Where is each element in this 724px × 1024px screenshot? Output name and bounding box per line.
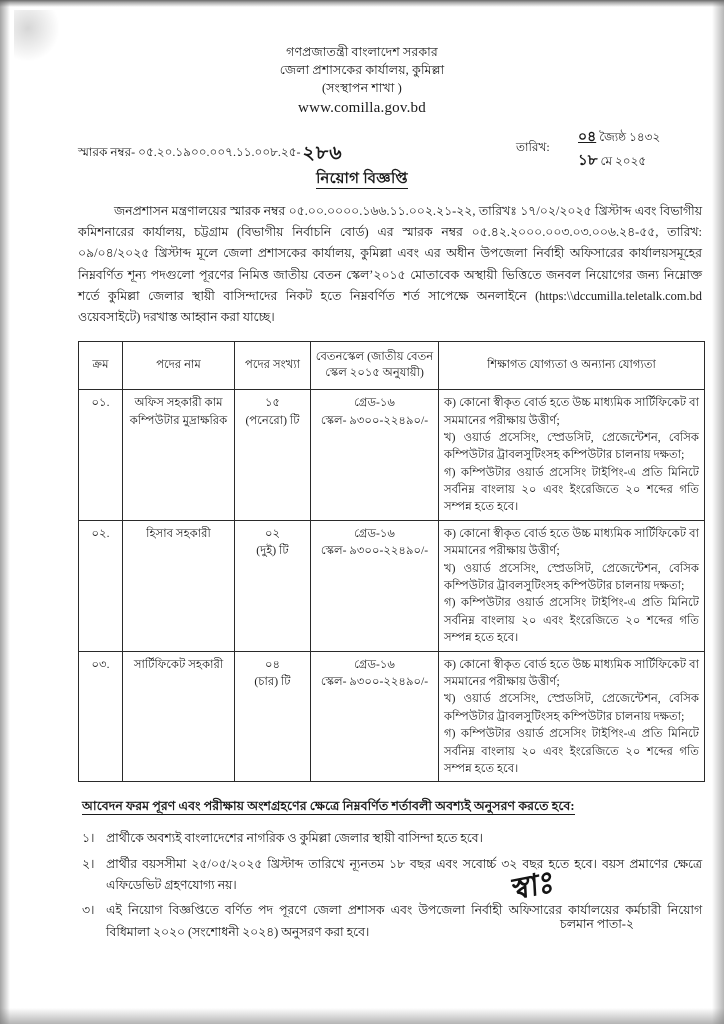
column-header-post-count: পদের সংখ্যা (235, 341, 311, 390)
conditions-heading (82, 798, 704, 818)
cell-serial: ০১. (79, 390, 123, 521)
pay-grade: গ্রেড-১৬ (354, 526, 395, 540)
table-header-row (79, 341, 705, 390)
letterhead (0, 0, 724, 120)
date-gregorian-day: ১৮ (578, 150, 598, 169)
post-count-word: (দুই) টি (256, 544, 289, 558)
cell-post-count (235, 520, 311, 651)
pay-grade: গ্রেড-১৬ (354, 657, 395, 671)
memo-number-label: স্মারক নম্বর- ০৫.২০.১৯০০.০০৭.১১.০০৮.২৫- (78, 144, 301, 159)
memo-date-row (0, 128, 724, 169)
condition-text: প্রার্থীর বয়সসীমা ২৫/০৫/২০২৫ খ্রিস্টাব্দ তারিখে ন্যূনতম ১৮ বছর এবং সবোর্চ্চ ৩২ বছর হতে হবে। বয়স প্রমাণের ক্ষেত্রে এফিডেভিট গ্রহণযোগ্য নয়। (106, 856, 702, 893)
qualification-item-a: ক) কোনো স্বীকৃত বোর্ড হতে উচ্চ মাধ্যমিক সার্টিফিকেট বা সমমানের পরীক্ষায় উত্তীর্ণ; (444, 526, 699, 558)
date-bengali-month-year: জ্যৈষ্ঠ ১৪৩২ (599, 129, 661, 144)
qualification-item-c: গ) কম্পিউটার ওয়ার্ড প্রসেসিং টাইপিং-এ প্রতি মিনিটে সর্বনিম্ন বাংলায় ২০ এবং ইংরেজিতে ২০ শব্দের গতি সম্পন্ন হতে হবে। (444, 727, 699, 775)
cell-pay-scale (311, 651, 439, 782)
condition-item (82, 828, 702, 849)
condition-text: এই নিয়োগ বিজ্ঞপ্তিতে বর্ণিত পদ পূরণে জেলা প্রশাসক এবং উপজেলা নির্বাহী অফিসারের কার্যালয়ের কর্মচারী নিয়োগ বিধিমালা ২০২০ (সংশোধনী ২০২৪) অনুসরণ করা হবে। (106, 903, 702, 939)
cell-post-count (235, 651, 311, 782)
date-bengali-day: ০৪ (578, 128, 597, 145)
cell-pay-scale (311, 390, 439, 521)
post-count-number: ০৪ (264, 657, 281, 671)
vacancy-table-wrapper (78, 341, 704, 783)
qualification-item-b: খ) ওয়ার্ড প্রসেসিং, স্প্রেডসিট, প্রেজেন্টেশন, বেসিক কম্পিউটার ট্রাবলসুটিংসহ কম্পিউটার চালনায় দক্ষতা; (444, 692, 699, 723)
condition-text: প্রার্থীকে অবশ্যই বাংলাদেশের নাগরিক ও কুমিল্লা জেলার স্থায়ী বাসিন্দা হতে হবে। (106, 831, 483, 846)
condition-marker: ৩। (82, 903, 95, 918)
post-count-number: ১৫ (264, 396, 281, 410)
vacancy-table (78, 341, 705, 783)
cell-serial: ০২. (79, 520, 123, 651)
post-count-word: (পনেরো) টি (245, 413, 300, 427)
cell-post-name: অফিস সহকারী কাম কম্পিউটার মুদ্রাক্ষরিক (123, 390, 235, 521)
post-count-number: ০২ (264, 526, 281, 540)
column-header-serial: ক্রম (79, 341, 123, 390)
pay-scale-range: স্কেল- ৯৩০০-২২৪৯০/- (320, 544, 429, 558)
website-url: www.comilla.gov.bd (298, 100, 426, 117)
qualification-item-a: ক) কোনো স্বীকৃত বোর্ড হতে উচ্চ মাধ্যমিক সার্টিফিকেট বা সমমানের পরীক্ষায় উত্তীর্ণ; (444, 396, 699, 427)
qualification-item-c: গ) কম্পিউটার ওয়ার্ড প্রসেসিং টাইপিং-এ প্রতি মিনিটে সর্বনিম্ন বাংলায় ২০ এবং ইংরেজিতে ২০ শব্দের গতি সম্পন্ন হতে হবে। (444, 465, 699, 514)
date-values (578, 125, 706, 174)
cell-pay-scale (311, 520, 439, 651)
page-title-text: নিয়োগ বিজ্ঞপ্তি (316, 170, 408, 187)
handwritten-signature: স্বাঃ (511, 865, 551, 908)
qualification-item-b: খ) ওয়ার্ড প্রসেসিং, স্প্রেডসিট, প্রেজেন্টেশন, বেসিক কম্পিউটার ট্রাবলসুটিংসহ কম্পিউটার চালনায় দক্ষতা; (444, 430, 699, 462)
column-header-post-name: পদের নাম (123, 341, 235, 390)
qualification-item-c: গ) কম্পিউটার ওয়ার্ড প্রসেসিং টাইপিং-এ প্রতি মিনিটে সর্বনিম্ন বাংলায় ২০ এবং ইংরেজিতে ২০ শব্দের গতি সম্পন্ন হতে হবে। (444, 596, 699, 645)
notice-body-paragraph: জনপ্রশাসন মন্ত্রণালয়ের স্মারক নম্বর ০৫.০০.০০০০.১৬৬.১১.০০২.২১-২২, তারিখঃ ১৭/০২/২০২৫ খ্রিস্টাব্দ এবং বিভাগীয় কমিশনারের কার্যালয়, চট্টগ্রাম (বিভাগীয় নির্বাচনি বোর্ড) এর স্মারক নম্বর ০৫.৪২.২০০০.০০৩.০৩.০০৬.২৪-৫৫, তারিখ: ০৯/০৪/২০২৫ খ্রিস্টাব্দ মূলে জেলা প্রশাসকের কার্যালয়, কুমিল্লা এবং এর অধীন উপজেলা নির্বাহী অফিসারের কার্যালয়সমূহের নিম্নবর্ণিত শূন্য পদগুলো পূরণের নিমিত্ত জাতীয় বেতন স্কেল’২০১৫ মোতাবেক অস্থায়ী ভিত্তিতে জনবল নিয়োগের জন্য নিম্নোক্ত শর্তে কুমিল্লা জেলার স্থায়ী বাসিন্দাদের নিকট হতে নিম্নবর্ণিত শর্ত সাপেক্ষে অনলাইনে (https:\\dccumilla.teletalk.com.bd ওয়েবসাইটে) দরখাস্ত আহ্বান করা যাচ্ছে। (78, 203, 702, 325)
date-gregorian (578, 150, 647, 169)
date-label: তারিখ: (516, 139, 550, 154)
cell-qualification (439, 520, 705, 651)
table-row (79, 390, 705, 521)
cell-post-count (235, 390, 311, 521)
pay-scale-range: স্কেল- ৯৩০০-২২৪৯০/- (320, 413, 429, 427)
qualification-item-a: ক) কোনো স্বীকৃত বোর্ড হতে উচ্চ মাধ্যমিক সার্টিফিকেট বা সমমানের পরীক্ষায় উত্তীর্ণ; (444, 657, 699, 688)
pay-grade: গ্রেড-১৬ (354, 396, 395, 410)
branch-name: (সংস্থাপন শাখা ) (322, 80, 402, 95)
memo-number (78, 139, 343, 171)
cell-qualification (439, 651, 705, 782)
table-row (79, 520, 705, 651)
column-header-pay-scale: বেতনস্কেল (জাতীয় বেতন স্কেল ২০১৫ অনুযায়ী) (311, 341, 439, 390)
conditions-heading-text: আবেদন ফরম পূরণ এবং পরীক্ষায় অংশগ্রহণের ক্ষেত্রে নিম্নবর্ণিত শর্তাবলী অবশ্যই অনুসরণ করতে হবে: (82, 799, 575, 814)
date-gregorian-month-year: মে ২০২৫ (600, 153, 647, 168)
government-name: গণপ্রজাতন্ত্রী বাংলাদেশ সরকার (286, 45, 438, 59)
date-bengali-calendar (578, 130, 660, 144)
cell-post-name: হিসাব সহকারী (123, 520, 235, 651)
post-count-word: (চার) টি (254, 674, 291, 688)
continuation-note: চলমান পাতা-২ (560, 917, 634, 931)
pay-scale-range: স্কেল- ৯৩০০-২২৪৯০/- (320, 674, 429, 688)
table-row (79, 651, 705, 782)
office-name: জেলা প্রশাসকের কার্যালয়, কুমিল্লা (279, 62, 445, 77)
column-header-qualification: শিক্ষাগত যোগ্যতা ও অন্যান্য যোগ্যতা (439, 341, 705, 390)
signature-area (0, 862, 724, 942)
cell-serial: ০৩. (79, 651, 123, 782)
memo-number-handwritten: ২৮৬ (302, 141, 343, 164)
cell-qualification (439, 390, 705, 521)
condition-marker: ২। (82, 856, 95, 871)
qualification-item-b: খ) ওয়ার্ড প্রসেসিং, স্প্রেডসিট, প্রেজেন্টেশন, বেসিক কম্পিউটার ট্রাবলসুটিংসহ কম্পিউটার চালনায় দক্ষতা; (444, 561, 699, 593)
condition-marker: ১। (82, 831, 95, 846)
cell-post-name: সার্টিফিকেট সহকারী (123, 651, 235, 782)
